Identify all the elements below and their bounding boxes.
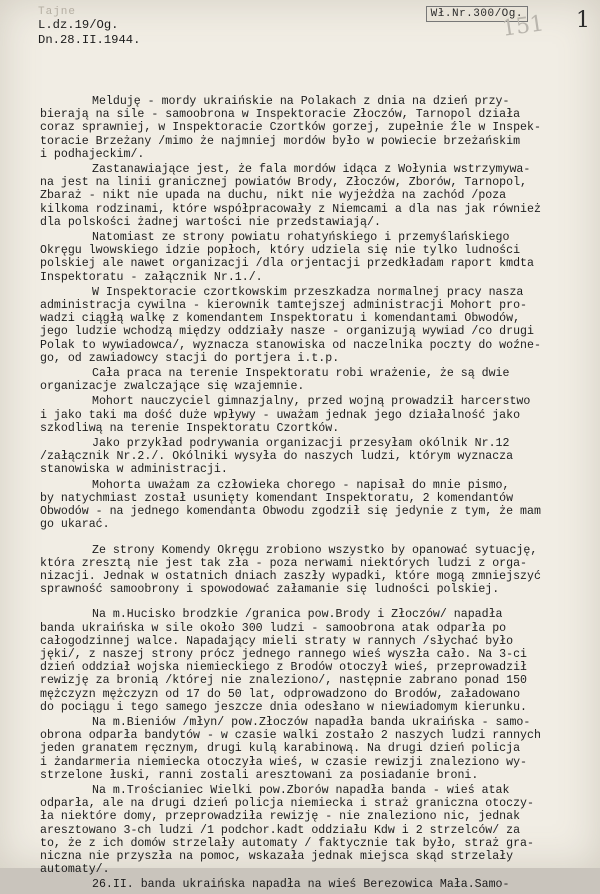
text-line: automaty/. [40,863,110,877]
document-date: Dn.28.II.1944. [38,33,141,47]
text-line: Jako przykład podrywania organizacji przesyłam okólnik Nr.12 [92,437,510,451]
pencil-annotation: 151 [500,11,546,42]
text-line: szkodliwą na terenie Inspektoratu Czortków. [40,421,340,435]
text-line: Cała praca na terenie Inspektoratu robi wrażenie, że są dwie [92,367,510,381]
text-line: strzelone łuski, ranni zostali aresztowani za posiadanie broni. [40,768,479,782]
text-line: by natychmiast został usunięty komendant Inspektoratu, 2 komendantów [40,491,514,505]
text-line: /załącznik Nr.2./. Okólniki wysyła do naszych ludzi, którym wyznacza [40,450,514,464]
text-line: niczna nie przyszła na pomoc, wskazała jednak miejsca skąd strzelały [40,849,514,863]
paragraph [40,878,576,891]
text-line: Zbaraż - nikt nie upada na duchu, nikt nie wyjeżdża na zachód /poza [40,189,507,203]
text-line: Na m.Hucisko brodzkie /granica pow.Brody i Złoczów/ napadła [92,608,503,622]
text-line: odparła, ale na drugi dzień policja niemiecka i straż graniczna otoczy- [40,797,534,811]
text-line: całogodzinnej walce. Napadający mieli straty w rannych /słychać było [40,634,514,648]
text-line: Inspektoratu - załącznik Nr.1./. [40,270,263,284]
page-number: 1 [576,8,590,33]
paragraph [40,395,576,435]
text-line: i podhajeckim/. [40,147,145,161]
paragraph [40,608,576,714]
text-line: Zastanawiające jest, że fala mordów idąca z Wołynia wstrzymywa- [92,163,531,177]
text-line: mężczyzn mężczyzn od 17 do 50 lat, odprowadzono do Brodów, załadowano [40,687,521,701]
text-line: Okręgu lwowskiego idzie popłoch, który udziela się nie tylko ludności [40,244,521,258]
reference-stamp: Wł.Nr.300/Og. [426,6,528,22]
text-line: to, że z ich domów strzelały automaty / faktycznie tak było, straż gra- [40,836,534,850]
paragraph [40,95,576,161]
text-line: ła niektóre domy, przeprowadziła rewizję - nie znaleziono nic, jednak [40,810,521,824]
paragraph [40,231,576,284]
paragraph [40,286,576,365]
text-line: Mohorta uważam za człowieka chorego - napisał do mnie pismo, [92,478,510,492]
text-line: Polak to wywiadowca/, wyznacza stanowiska od naczelnika poczty do woźne- [40,338,541,352]
text-line: Melduję - mordy ukraińskie na Polakach z dnia na dzień przy- [92,95,510,108]
text-line: Mohort nauczyciel gimnazjalny, przed wojną prowadził harcerstwo [92,395,531,409]
text-line: i jako taki ma dość duże wpływy - uważam jednak jego działalność jako [40,408,521,422]
paragraph [40,479,576,532]
text-line: dla polskości żadnej wartości nie przedstawiają/. [40,215,381,229]
text-line: wadzi ciągłą walkę z komendantem Inspektoratu i komendantami Obwodów, [40,312,521,326]
document-body [40,95,576,894]
text-line: banda ukraińska w sile około 300 ludzi - samoobrona atak odparła po [40,621,507,635]
text-line: która zresztą nie jest tak zła - poza nerwami niektórych ludzi z orga- [40,556,528,570]
text-line: dzień oddział wojska niemieckiego z Brodów otoczył wieś, przeprowadził [40,661,528,675]
text-line: Natomiast ze strony powiatu rohatyńskiego i przemyślańskiego [92,231,510,245]
paragraph [40,544,576,597]
text-line: bierają na sile - samoobrona w Inspektoracie Złoczów, Tarnopol działa [40,108,521,122]
registry-number: L.dz.19/Og. [38,18,119,32]
text-line: Na m.Bieniów /młyn/ pow.Złoczów napadła banda ukraińska - samo- [92,715,531,729]
text-line: go ukarać. [40,518,110,532]
text-line: Obwodów - na jednego komendanta Obwodu zgodził się jedynie z tym, że mam [40,505,541,519]
paragraph [40,784,576,876]
text-line: jeden granatem ręcznym, drugi kulą karabinową. Na drugi dzień policja [40,742,521,756]
text-line: aresztowano 3-ch ludzi /1 podchor.kadt oddziału Kdw i 2 strzelców/ za [40,823,521,837]
text-line: sprawność samoobrony i spowodować załamanie się ludności polskiej. [40,583,500,597]
text-line: kilkoma rodzinami, które współpracowały z Niemcami a dla nas jak również [40,202,541,216]
text-line: jęki/, z naszej strony prócz jednego rannego wieś wyszła cało. Na 3-ci [40,647,528,661]
text-line: na jest na linii granicznej powiatów Brody, Złoczów, Zborów, Tarnopol, [40,176,528,190]
paragraph [40,437,576,477]
text-line: 26.II. banda ukraińska napadła na wieś Berezowica Mała.Samo- [92,878,510,892]
text-line: i żandarmeria niemiecka otoczyła wieś, w czasie rewizji znaleziono wy- [40,755,528,769]
text-line: rewizję za bronią /której nie znaleziono/, następnie zabrano ponad 150 [40,674,528,688]
text-line: obrona odparła bandytów - w czasie walki zostało 2 naszych ludzi rannych [40,729,541,743]
text-line: coraz sprawniej, w Inspektoracie Czortków gorzej, zupełnie źle w Inspek- [40,121,541,135]
text-line: go, od zawiadowcy stacji do portjera i.t.p. [40,351,340,365]
text-line: do pociągu i tego samego jeszcze dnia odesłano w niewiadomym kierunku. [40,700,528,714]
text-line: jego ludzie wchodzą między oddziały nasze - organizują wywiad /co drugi [40,325,534,339]
text-line: polskiej ale nawet organizacji /dla orjentacji przedkładam raport kmdta [40,257,534,271]
text-line: W Inspektoracie czortkowskim przeszkadza normalnej pracy nasza [92,285,524,299]
text-line: stanowiska w administracji. [40,463,228,477]
paragraph [40,367,576,393]
paragraph [40,716,576,782]
text-line: administracja cywilna - kierownik tamtejszej administracji Mohort pro- [40,299,528,313]
text-line: Ze strony Komendy Okręgu zrobiono wszystko by opanować sytuację, [92,543,538,557]
document-header [38,18,140,48]
text-line: organizacje zwalczające się wzajemnie. [40,380,305,394]
text-line: toracie Brzeżany /mimo że najmniej mordów było w powiecie brzeżańskim [40,134,521,148]
paragraph [40,163,576,229]
faded-stamp: Tajne [38,6,77,18]
text-line: Na m.Trościaniec Wielki pow.Zborów napadła banda - wieś atak [92,783,510,797]
text-line: nizacji. Jednak w ostatnich dniach zaszły wypadki, które mogą zmniejszyć [40,569,541,583]
